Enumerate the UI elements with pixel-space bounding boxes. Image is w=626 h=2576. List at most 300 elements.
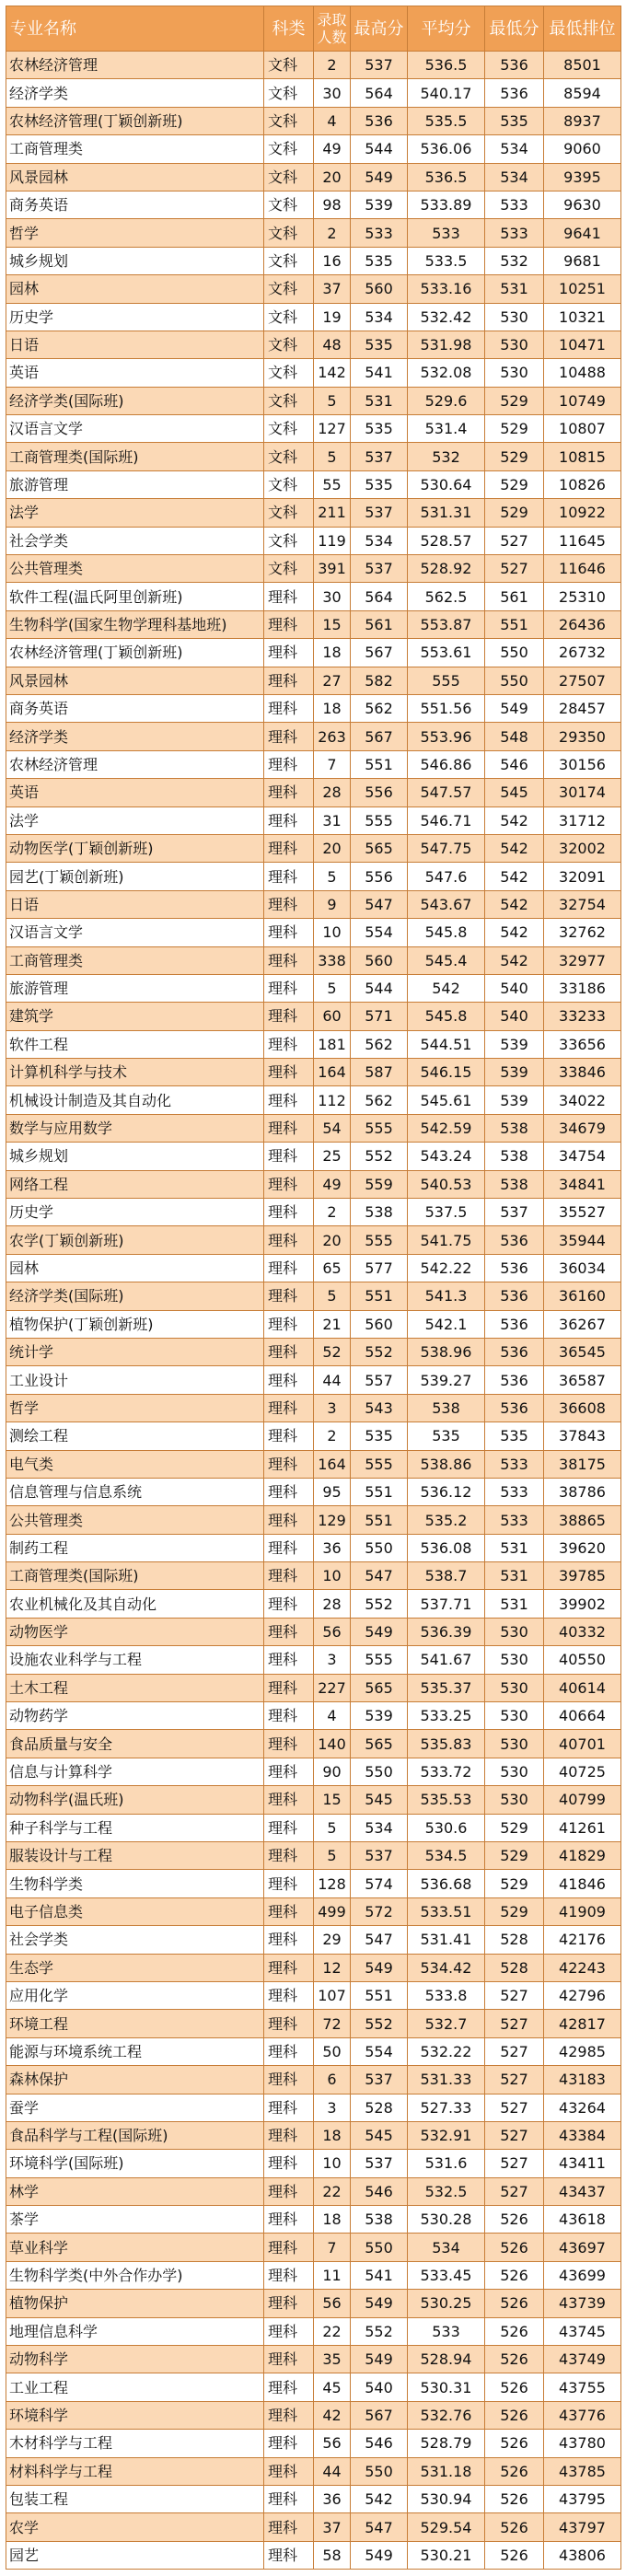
cell-admitted: 95 bbox=[314, 1478, 351, 1505]
cell-major: 经济学类 bbox=[6, 723, 264, 750]
cell-avg-score: 547.75 bbox=[408, 834, 485, 862]
cell-max-score: 531 bbox=[351, 387, 408, 414]
table-row bbox=[6, 1254, 621, 1282]
cell-major: 日语 bbox=[6, 331, 264, 358]
cell-admitted: 29 bbox=[314, 1926, 351, 1954]
cell-max-score: 551 bbox=[351, 1981, 408, 2009]
cell-category: 理科 bbox=[264, 2037, 314, 2065]
cell-min-score: 526 bbox=[485, 2234, 544, 2261]
cell-avg-score: 534.42 bbox=[408, 1954, 485, 1981]
cell-avg-score: 555 bbox=[408, 667, 485, 694]
table-row bbox=[6, 135, 621, 163]
cell-min-rank: 43411 bbox=[544, 2150, 621, 2177]
cell-max-score: 534 bbox=[351, 1814, 408, 1841]
table-row bbox=[6, 2430, 621, 2457]
cell-min-rank: 38175 bbox=[544, 1450, 621, 1478]
cell-category: 理科 bbox=[264, 1842, 314, 1870]
cell-category: 理科 bbox=[264, 946, 314, 974]
cell-major: 历史学 bbox=[6, 303, 264, 331]
cell-category: 文科 bbox=[264, 79, 314, 107]
cell-avg-score: 533.8 bbox=[408, 1981, 485, 2009]
cell-max-score: 534 bbox=[351, 527, 408, 554]
table-row bbox=[6, 946, 621, 974]
cell-min-rank: 10251 bbox=[544, 275, 621, 303]
cell-avg-score: 545.8 bbox=[408, 919, 485, 946]
cell-max-score: 541 bbox=[351, 359, 408, 387]
cell-max-score: 539 bbox=[351, 191, 408, 218]
cell-min-score: 533 bbox=[485, 191, 544, 218]
cell-min-score: 531 bbox=[485, 1590, 544, 1618]
cell-min-score: 535 bbox=[485, 107, 544, 134]
cell-max-score: 571 bbox=[351, 1003, 408, 1030]
cell-max-score: 564 bbox=[351, 79, 408, 107]
cell-category: 理科 bbox=[264, 1674, 314, 1701]
cell-min-score: 550 bbox=[485, 667, 544, 694]
cell-avg-score: 531.18 bbox=[408, 2457, 485, 2485]
cell-category: 理科 bbox=[264, 1534, 314, 1561]
cell-avg-score: 532.22 bbox=[408, 2037, 485, 2065]
cell-min-score: 536 bbox=[485, 1338, 544, 1365]
table-row bbox=[6, 1450, 621, 1478]
cell-min-score: 548 bbox=[485, 723, 544, 750]
cell-avg-score: 531.31 bbox=[408, 499, 485, 527]
cell-min-rank: 10922 bbox=[544, 499, 621, 527]
cell-avg-score: 530.25 bbox=[408, 2290, 485, 2317]
cell-min-score: 529 bbox=[485, 387, 544, 414]
cell-min-rank: 43795 bbox=[544, 2485, 621, 2512]
cell-min-score: 526 bbox=[485, 2457, 544, 2485]
cell-major: 园林 bbox=[6, 275, 264, 303]
cell-min-score: 528 bbox=[485, 1926, 544, 1954]
cell-avg-score: 535.37 bbox=[408, 1674, 485, 1701]
cell-major: 设施农业科学与工程 bbox=[6, 1646, 264, 1674]
cell-admitted: 18 bbox=[314, 2121, 351, 2149]
table-body bbox=[6, 52, 621, 2570]
cell-admitted: 3 bbox=[314, 1394, 351, 1421]
cell-min-rank: 10749 bbox=[544, 387, 621, 414]
cell-admitted: 27 bbox=[314, 667, 351, 694]
cell-admitted: 28 bbox=[314, 1590, 351, 1618]
cell-admitted: 18 bbox=[314, 639, 351, 667]
cell-admitted: 164 bbox=[314, 1059, 351, 1086]
cell-max-score: 528 bbox=[351, 2094, 408, 2121]
cell-category: 理科 bbox=[264, 1282, 314, 1310]
table-row bbox=[6, 2541, 621, 2569]
cell-category: 理科 bbox=[264, 2234, 314, 2261]
cell-category: 理科 bbox=[264, 1394, 314, 1421]
cell-admitted: 21 bbox=[314, 1310, 351, 1338]
table-row bbox=[6, 2261, 621, 2289]
cell-min-rank: 39902 bbox=[544, 1590, 621, 1618]
cell-category: 理科 bbox=[264, 890, 314, 918]
cell-min-score: 529 bbox=[485, 415, 544, 443]
cell-min-score: 538 bbox=[485, 1114, 544, 1142]
cell-max-score: 565 bbox=[351, 834, 408, 862]
cell-min-score: 529 bbox=[485, 1870, 544, 1897]
cell-min-score: 529 bbox=[485, 499, 544, 527]
cell-major: 经济学类 bbox=[6, 79, 264, 107]
cell-avg-score: 535.5 bbox=[408, 107, 485, 134]
cell-max-score: 538 bbox=[351, 2206, 408, 2234]
admission-scores-document bbox=[6, 6, 620, 2570]
table-row bbox=[6, 2010, 621, 2037]
cell-avg-score: 544.51 bbox=[408, 1030, 485, 1058]
cell-min-score: 530 bbox=[485, 1646, 544, 1674]
cell-min-score: 527 bbox=[485, 527, 544, 554]
cell-category: 理科 bbox=[264, 2261, 314, 2289]
cell-major: 种子科学与工程 bbox=[6, 1814, 264, 1841]
cell-major: 农学 bbox=[6, 2513, 264, 2541]
cell-major: 工商管理类(国际班) bbox=[6, 443, 264, 470]
table-row bbox=[6, 1199, 621, 1226]
table-row bbox=[6, 387, 621, 414]
cell-min-rank: 9060 bbox=[544, 135, 621, 163]
cell-category: 理科 bbox=[264, 1562, 314, 1590]
table-row bbox=[6, 499, 621, 527]
cell-category: 理科 bbox=[264, 2373, 314, 2401]
table-row bbox=[6, 750, 621, 778]
table-row bbox=[6, 247, 621, 274]
cell-min-score: 533 bbox=[485, 1506, 544, 1534]
cell-category: 理科 bbox=[264, 1758, 314, 1785]
cell-category: 理科 bbox=[264, 1059, 314, 1086]
cell-min-score: 530 bbox=[485, 1758, 544, 1785]
table-row bbox=[6, 1003, 621, 1030]
cell-category: 理科 bbox=[264, 723, 314, 750]
cell-avg-score: 533.51 bbox=[408, 1897, 485, 1925]
cell-admitted: 107 bbox=[314, 1981, 351, 2009]
cell-category: 理科 bbox=[264, 974, 314, 1002]
table-row bbox=[6, 1562, 621, 1590]
cell-max-score: 549 bbox=[351, 2346, 408, 2373]
cell-major: 机械设计制造及其自动化 bbox=[6, 1086, 264, 1114]
cell-max-score: 550 bbox=[351, 1534, 408, 1561]
cell-min-rank: 10815 bbox=[544, 443, 621, 470]
cell-major: 农林经济管理(丁颖创新班) bbox=[6, 639, 264, 667]
cell-admitted: 211 bbox=[314, 499, 351, 527]
cell-min-rank: 9641 bbox=[544, 219, 621, 247]
cell-min-rank: 43755 bbox=[544, 2373, 621, 2401]
cell-major: 汉语言文学 bbox=[6, 415, 264, 443]
cell-min-rank: 42817 bbox=[544, 2010, 621, 2037]
cell-avg-score: 543.67 bbox=[408, 890, 485, 918]
table-row bbox=[6, 415, 621, 443]
cell-category: 文科 bbox=[264, 331, 314, 358]
cell-min-rank: 32091 bbox=[544, 863, 621, 890]
cell-avg-score: 536.5 bbox=[408, 52, 485, 79]
cell-max-score: 549 bbox=[351, 1618, 408, 1645]
cell-min-rank: 9395 bbox=[544, 163, 621, 191]
cell-major: 植物保护(丁颖创新班) bbox=[6, 1310, 264, 1338]
cell-max-score: 537 bbox=[351, 1842, 408, 1870]
cell-min-score: 530 bbox=[485, 331, 544, 358]
cell-min-rank: 39785 bbox=[544, 1562, 621, 1590]
header-avg-score: 平均分 bbox=[408, 6, 485, 52]
cell-avg-score: 541.67 bbox=[408, 1646, 485, 1674]
cell-admitted: 37 bbox=[314, 2513, 351, 2541]
cell-admitted: 7 bbox=[314, 2234, 351, 2261]
cell-min-rank: 43384 bbox=[544, 2121, 621, 2149]
header-min-rank: 最低排位 bbox=[544, 6, 621, 52]
cell-max-score: 550 bbox=[351, 2457, 408, 2485]
cell-category: 理科 bbox=[264, 1730, 314, 1758]
cell-category: 理科 bbox=[264, 667, 314, 694]
cell-max-score: 555 bbox=[351, 806, 408, 834]
cell-max-score: 537 bbox=[351, 2150, 408, 2177]
cell-avg-score: 533.89 bbox=[408, 191, 485, 218]
cell-admitted: 72 bbox=[314, 2010, 351, 2037]
table-row bbox=[6, 806, 621, 834]
cell-major: 生物科学(国家生物学理科基地班) bbox=[6, 610, 264, 638]
cell-min-rank: 30174 bbox=[544, 779, 621, 806]
table-row bbox=[6, 834, 621, 862]
table-row bbox=[6, 2513, 621, 2541]
cell-category: 理科 bbox=[264, 2206, 314, 2234]
cell-min-rank: 27507 bbox=[544, 667, 621, 694]
cell-admitted: 2 bbox=[314, 1422, 351, 1450]
cell-category: 理科 bbox=[264, 2485, 314, 2512]
cell-avg-score: 530.64 bbox=[408, 470, 485, 498]
cell-min-score: 536 bbox=[485, 1282, 544, 1310]
cell-category: 文科 bbox=[264, 555, 314, 583]
cell-min-score: 530 bbox=[485, 1702, 544, 1730]
cell-avg-score: 532.5 bbox=[408, 2177, 485, 2205]
cell-max-score: 549 bbox=[351, 163, 408, 191]
cell-admitted: 58 bbox=[314, 2541, 351, 2569]
cell-min-rank: 36267 bbox=[544, 1310, 621, 1338]
cell-min-rank: 31712 bbox=[544, 806, 621, 834]
cell-avg-score: 531.41 bbox=[408, 1926, 485, 1954]
cell-min-rank: 32002 bbox=[544, 834, 621, 862]
cell-category: 理科 bbox=[264, 1926, 314, 1954]
table-row bbox=[6, 2066, 621, 2094]
cell-max-score: 554 bbox=[351, 2037, 408, 2065]
table-row bbox=[6, 1897, 621, 1925]
cell-avg-score: 538.96 bbox=[408, 1338, 485, 1365]
cell-min-score: 526 bbox=[485, 2430, 544, 2457]
table-row bbox=[6, 2177, 621, 2205]
cell-avg-score: 534 bbox=[408, 2234, 485, 2261]
cell-max-score: 556 bbox=[351, 779, 408, 806]
cell-min-rank: 28457 bbox=[544, 694, 621, 722]
cell-max-score: 556 bbox=[351, 863, 408, 890]
cell-major: 工业工程 bbox=[6, 2373, 264, 2401]
cell-avg-score: 533.45 bbox=[408, 2261, 485, 2289]
cell-admitted: 9 bbox=[314, 890, 351, 918]
cell-min-rank: 36587 bbox=[544, 1366, 621, 1394]
cell-admitted: 56 bbox=[314, 2430, 351, 2457]
cell-category: 理科 bbox=[264, 1114, 314, 1142]
table-row bbox=[6, 1226, 621, 1254]
cell-avg-score: 537.5 bbox=[408, 1199, 485, 1226]
cell-admitted: 98 bbox=[314, 191, 351, 218]
cell-max-score: 544 bbox=[351, 974, 408, 1002]
cell-category: 理科 bbox=[264, 2177, 314, 2205]
table-row bbox=[6, 2401, 621, 2429]
cell-min-rank: 43739 bbox=[544, 2290, 621, 2317]
cell-category: 理科 bbox=[264, 639, 314, 667]
cell-min-rank: 10471 bbox=[544, 331, 621, 358]
cell-major: 法学 bbox=[6, 806, 264, 834]
cell-major: 哲学 bbox=[6, 1394, 264, 1421]
cell-admitted: 56 bbox=[314, 1618, 351, 1645]
cell-max-score: 582 bbox=[351, 667, 408, 694]
cell-admitted: 10 bbox=[314, 2150, 351, 2177]
cell-min-rank: 43785 bbox=[544, 2457, 621, 2485]
cell-category: 理科 bbox=[264, 1003, 314, 1030]
cell-max-score: 550 bbox=[351, 1758, 408, 1785]
cell-admitted: 65 bbox=[314, 1254, 351, 1282]
cell-min-score: 531 bbox=[485, 275, 544, 303]
cell-max-score: 555 bbox=[351, 1450, 408, 1478]
cell-major: 农林经济管理(丁颖创新班) bbox=[6, 107, 264, 134]
cell-min-rank: 42243 bbox=[544, 1954, 621, 1981]
table-row bbox=[6, 863, 621, 890]
cell-max-score: 551 bbox=[351, 1282, 408, 1310]
cell-min-rank: 41261 bbox=[544, 1814, 621, 1841]
table-row bbox=[6, 1422, 621, 1450]
cell-category: 文科 bbox=[264, 107, 314, 134]
cell-max-score: 543 bbox=[351, 1394, 408, 1421]
cell-admitted: 52 bbox=[314, 1338, 351, 1365]
cell-min-rank: 26436 bbox=[544, 610, 621, 638]
cell-category: 理科 bbox=[264, 750, 314, 778]
cell-min-score: 540 bbox=[485, 1003, 544, 1030]
cell-category: 文科 bbox=[264, 275, 314, 303]
table-row bbox=[6, 2373, 621, 2401]
cell-admitted: 15 bbox=[314, 1786, 351, 1814]
table-row bbox=[6, 1114, 621, 1142]
cell-category: 理科 bbox=[264, 1366, 314, 1394]
cell-admitted: 5 bbox=[314, 387, 351, 414]
cell-admitted: 11 bbox=[314, 2261, 351, 2289]
header-row bbox=[6, 6, 621, 52]
cell-avg-score: 553.96 bbox=[408, 723, 485, 750]
cell-avg-score: 543.24 bbox=[408, 1143, 485, 1170]
cell-category: 理科 bbox=[264, 919, 314, 946]
cell-category: 理科 bbox=[264, 1981, 314, 2009]
cell-min-rank: 8937 bbox=[544, 107, 621, 134]
cell-category: 文科 bbox=[264, 191, 314, 218]
cell-avg-score: 538.86 bbox=[408, 1450, 485, 1478]
table-row bbox=[6, 2121, 621, 2149]
cell-category: 理科 bbox=[264, 694, 314, 722]
table-row bbox=[6, 219, 621, 247]
cell-min-score: 561 bbox=[485, 583, 544, 610]
cell-category: 理科 bbox=[264, 1422, 314, 1450]
cell-major: 历史学 bbox=[6, 1199, 264, 1226]
cell-avg-score: 541.75 bbox=[408, 1226, 485, 1254]
cell-min-rank: 43806 bbox=[544, 2541, 621, 2569]
cell-major: 电子信息类 bbox=[6, 1897, 264, 1925]
cell-min-score: 546 bbox=[485, 750, 544, 778]
cell-major: 经济学类(国际班) bbox=[6, 387, 264, 414]
cell-min-rank: 40701 bbox=[544, 1730, 621, 1758]
table-row bbox=[6, 1170, 621, 1198]
cell-min-rank: 40614 bbox=[544, 1674, 621, 1701]
cell-major: 木材科学与工程 bbox=[6, 2430, 264, 2457]
cell-min-score: 536 bbox=[485, 1310, 544, 1338]
cell-min-score: 526 bbox=[485, 2317, 544, 2345]
cell-major: 植物保护 bbox=[6, 2290, 264, 2317]
cell-category: 理科 bbox=[264, 1170, 314, 1198]
cell-major: 动物医学(丁颖创新班) bbox=[6, 834, 264, 862]
cell-admitted: 127 bbox=[314, 415, 351, 443]
cell-major: 园林 bbox=[6, 1254, 264, 1282]
cell-admitted: 49 bbox=[314, 135, 351, 163]
cell-admitted: 4 bbox=[314, 1702, 351, 1730]
cell-min-rank: 29350 bbox=[544, 723, 621, 750]
cell-max-score: 562 bbox=[351, 1086, 408, 1114]
cell-min-score: 530 bbox=[485, 303, 544, 331]
cell-min-rank: 34754 bbox=[544, 1143, 621, 1170]
cell-admitted: 20 bbox=[314, 834, 351, 862]
cell-min-score: 529 bbox=[485, 1814, 544, 1841]
table-row bbox=[6, 79, 621, 107]
cell-avg-score: 540.17 bbox=[408, 79, 485, 107]
table-row bbox=[6, 723, 621, 750]
cell-min-rank: 34841 bbox=[544, 1170, 621, 1198]
cell-category: 理科 bbox=[264, 863, 314, 890]
cell-avg-score: 546.15 bbox=[408, 1059, 485, 1086]
cell-min-rank: 32754 bbox=[544, 890, 621, 918]
cell-major: 统计学 bbox=[6, 1338, 264, 1365]
table-row bbox=[6, 2485, 621, 2512]
table-row bbox=[6, 583, 621, 610]
cell-avg-score: 533.25 bbox=[408, 1702, 485, 1730]
cell-avg-score: 562.5 bbox=[408, 583, 485, 610]
cell-min-score: 526 bbox=[485, 2485, 544, 2512]
cell-min-score: 549 bbox=[485, 694, 544, 722]
cell-max-score: 535 bbox=[351, 331, 408, 358]
cell-major: 茶学 bbox=[6, 2206, 264, 2234]
cell-min-score: 533 bbox=[485, 1478, 544, 1505]
table-row bbox=[6, 527, 621, 554]
table-row bbox=[6, 1870, 621, 1897]
cell-avg-score: 534.5 bbox=[408, 1842, 485, 1870]
cell-max-score: 577 bbox=[351, 1254, 408, 1282]
cell-min-rank: 25310 bbox=[544, 583, 621, 610]
cell-max-score: 552 bbox=[351, 1338, 408, 1365]
cell-min-score: 540 bbox=[485, 974, 544, 1002]
cell-max-score: 537 bbox=[351, 443, 408, 470]
table-row bbox=[6, 779, 621, 806]
cell-max-score: 564 bbox=[351, 583, 408, 610]
cell-avg-score: 546.86 bbox=[408, 750, 485, 778]
table-row bbox=[6, 1842, 621, 1870]
cell-admitted: 128 bbox=[314, 1870, 351, 1897]
cell-avg-score: 536.5 bbox=[408, 163, 485, 191]
cell-min-score: 536 bbox=[485, 1394, 544, 1421]
cell-avg-score: 530.21 bbox=[408, 2541, 485, 2569]
cell-min-rank: 43437 bbox=[544, 2177, 621, 2205]
cell-admitted: 36 bbox=[314, 2485, 351, 2512]
cell-max-score: 551 bbox=[351, 1478, 408, 1505]
cell-avg-score: 542.59 bbox=[408, 1114, 485, 1142]
cell-admitted: 37 bbox=[314, 275, 351, 303]
cell-avg-score: 532 bbox=[408, 443, 485, 470]
cell-min-rank: 43699 bbox=[544, 2261, 621, 2289]
table-row bbox=[6, 1366, 621, 1394]
cell-category: 文科 bbox=[264, 303, 314, 331]
cell-min-score: 532 bbox=[485, 247, 544, 274]
cell-avg-score: 545.4 bbox=[408, 946, 485, 974]
cell-avg-score: 547.57 bbox=[408, 779, 485, 806]
cell-avg-score: 530.31 bbox=[408, 2373, 485, 2401]
cell-category: 文科 bbox=[264, 247, 314, 274]
cell-min-rank: 43776 bbox=[544, 2401, 621, 2429]
cell-major: 农业机械化及其自动化 bbox=[6, 1590, 264, 1618]
